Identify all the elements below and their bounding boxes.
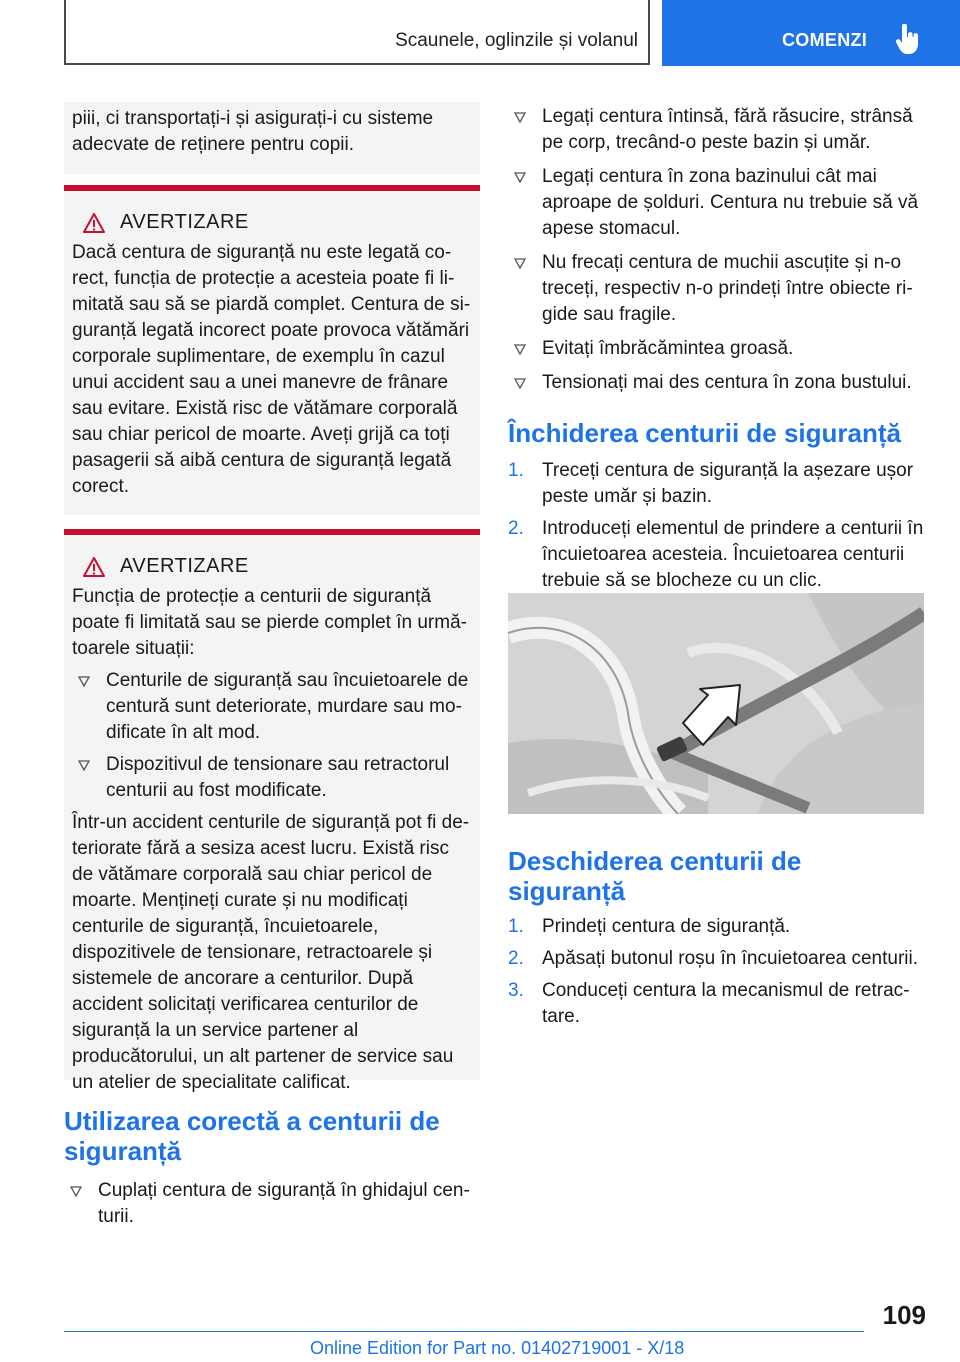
warning-title: AVERTIZARE <box>120 555 249 577</box>
page-number: 109 <box>882 1300 926 1330</box>
triangle-bullet-icon <box>514 112 526 124</box>
list-item: Dispozitivul de tensionare sau retractorul centurii au fost modificate. <box>72 752 472 804</box>
warning-box-1 <box>64 191 480 515</box>
triangle-bullet-icon <box>514 258 526 270</box>
triangle-bullet-icon <box>70 1186 82 1198</box>
section-title: Scaunele, oglinzile și volanul <box>395 30 638 51</box>
edition-footer: Online Edition for Part no. 01402719001 - X/18 <box>310 1338 685 1358</box>
list-item: 1. Prindeți centura de siguranță. <box>508 916 791 937</box>
header-rule-right <box>648 0 650 64</box>
list-item: 2. Introduceți elementul de prindere a centurii în încuietoarea acesteia. Încuietoarea centurii trebuie să se blocheze cu un clic. <box>508 518 924 591</box>
list-item: 1. Treceți centura de siguranță la așezare ușor peste umăr și bazin. <box>508 460 914 507</box>
tab-label: COMENZI <box>782 30 868 50</box>
warning-intro: Funcția de protecție a centurii de siguranță poate fi limitată sau se pierde complet în următoarele situații: <box>72 586 467 659</box>
triangle-bullet-icon <box>514 378 526 390</box>
footer-rule <box>64 1331 864 1332</box>
header-rule-left <box>64 0 66 64</box>
list-item: 2. Apăsați butonul roșu în încuietoarea centurii. <box>508 948 919 969</box>
header-rule-bottom <box>64 63 650 65</box>
section-heading: Închiderea centurii de siguranță <box>508 418 901 448</box>
intro-text: piii, ci transportați-i și asigurați-i cu sisteme adecvate de reținere pentru copii. <box>72 108 434 155</box>
intro-box <box>64 102 480 174</box>
triangle-bullet-icon <box>514 344 526 356</box>
section-heading: Deschiderea centurii de siguranță <box>508 846 802 906</box>
list-item: Centurile de siguranță sau încuietoarele de centură sunt deteriorate, murdare sau modificate în alt mod. <box>72 668 472 746</box>
list-item: Evitați îmbrăcămintea groasă. <box>508 336 924 362</box>
warning-triangle-icon <box>82 212 106 234</box>
list-item: Cuplați centura de siguranță în ghidajul centurii. <box>64 1178 480 1230</box>
seat-belt-buckle-illustration <box>508 593 924 814</box>
section-heading: Utilizarea corectă a centurii de siguranță <box>64 1106 440 1166</box>
list-item: Legați centura întinsă, fără răsucire, strânsă pe corp, trecând-o peste bazin și umăr. <box>508 104 924 156</box>
triangle-bullet-icon <box>78 760 90 772</box>
hand-pointer-icon <box>895 24 921 56</box>
list-item: Nu frecați centura de muchii ascuțite și n-o treceți, respectiv n-o prindeți între obiecte rigide sau fragile. <box>508 250 924 328</box>
list-item: Legați centura în zona bazinului cât mai aproape de șolduri. Centura nu trebuie să vă apese stomacul. <box>508 164 924 242</box>
list-item: 3. Conduceți centura la mecanismul de retractare. <box>508 980 910 1027</box>
warning-body: Dacă centura de siguranță nu este legată corect, funcția de protecție a acesteia poate fi limitată sau să se piardă complet. Centura de siguranță legată incorect poate provoca vătămări corporale suplimentare, de exemplu în cazul unui accident sau a unei manevre de frânare sau evitare. Există risc de vătămare corporală sau chiar pericol de moarte. Aveți grijă ca toți pasagerii să aibă centura de siguranță legată corect. <box>72 242 471 497</box>
triangle-bullet-icon <box>514 172 526 184</box>
warning-box-2 <box>64 535 480 1093</box>
warning-title: AVERTIZARE <box>120 211 249 233</box>
triangle-bullet-icon <box>78 676 90 688</box>
list-item: Tensionați mai des centura în zona bustului. <box>508 370 924 396</box>
warning-triangle-icon <box>82 556 106 578</box>
warning-outro: Într-un accident centurile de siguranță pot fi deteriorate fără a sesiza acest lucru. Există risc de vătămare corporală sau chiar pericol de moarte. Mențineți curate și nu modificați centurile de siguranță, încuietoarele, dispozitivele de tensionare, retractoarele și sistemele de ancorare a centurilor. După accident solicitați verificarea centurilor de siguranță la un service partener al producătorului, un alt partener de service sau un atelier de specialitate calificat. <box>72 812 470 1093</box>
